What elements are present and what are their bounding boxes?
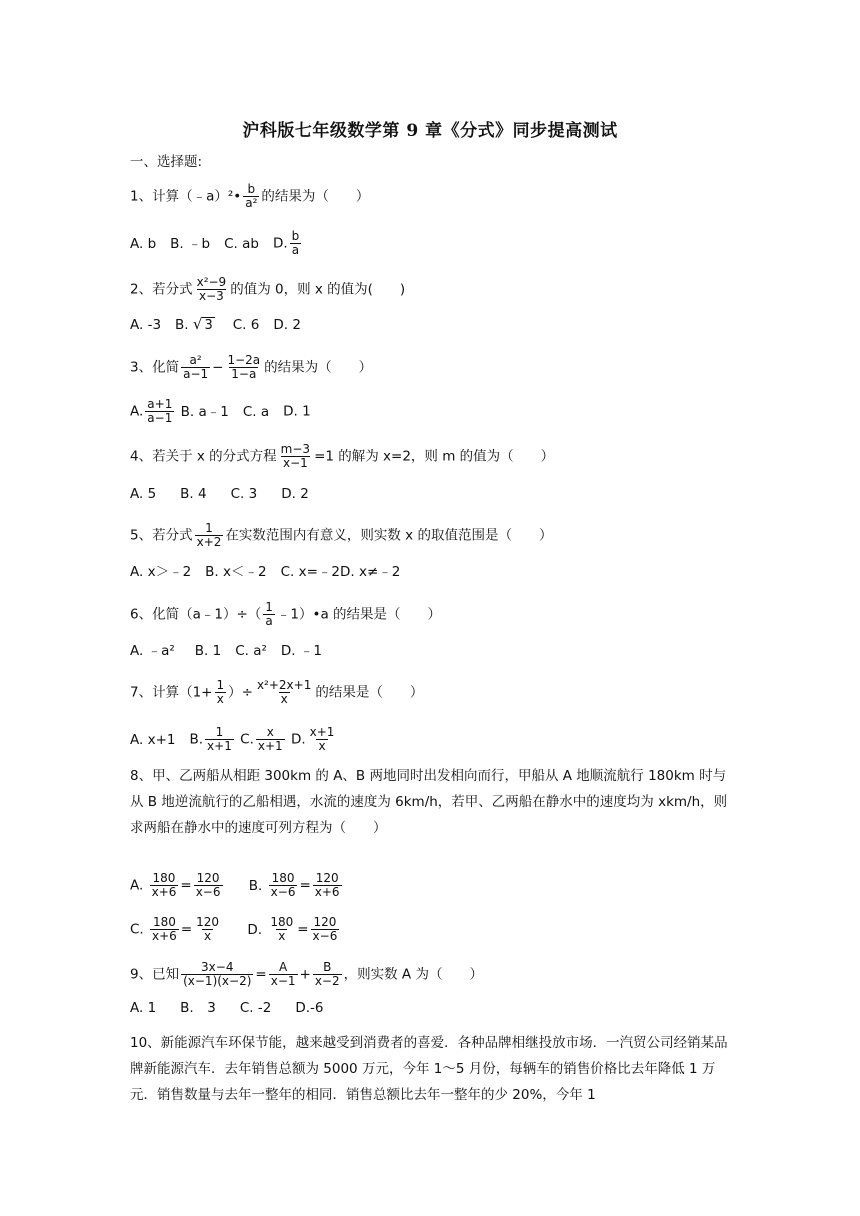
fraction: $\frac{b}{\text{a²}}$: [245, 182, 258, 210]
question-7-options: A. x+1 B. $\frac{1}{x+1}$ C. $\frac{x}{x+1}$ D. $\frac{x+1}{x}$: [130, 725, 335, 753]
question-9: 9、已知 $\frac{3x-4}{(x-1)(x-2)}$ = $\frac{A}{x-1}$ + $\frac{B}{x-2}$ ，则实数 A 为（ ）: [130, 960, 483, 988]
question-8-options-ab: A. $\frac{180}{x+6}$ = $\frac{120}{x-6}$ B. $\frac{180}{x-6}$ = $\frac{120}{x+6}$: [130, 871, 340, 899]
fraction: $\frac{A}{x-1}$: [270, 960, 296, 988]
sqrt-symbol: √ 3: [192, 315, 213, 333]
page-title: 沪科版七年级数学第 9 章《分式》同步提高测试: [242, 121, 618, 141]
fraction: $\frac{\text{x²−9}}{x-3}$: [196, 275, 227, 303]
question-5-options: A. x＞﹣2 B. x＜﹣2 C. x=﹣2D. x≠﹣2: [130, 564, 401, 580]
question-3-options: A. $\frac{a+1}{a-1}$ B. a﹣1 C. a D. 1: [130, 397, 311, 425]
fraction: $\frac{1}{x+2}$: [196, 521, 222, 549]
fraction: $\frac{1}{x}$: [216, 678, 225, 706]
question-5: 5、若分式 $\frac{1}{x+2}$ 在实数范围内有意义，则实数 x 的取值范围是（ ）: [130, 521, 553, 549]
question-8: 8、甲、乙两船从相距 300km 的 A、B 两地同时出发相向而行，甲船从 A 地顺流航行 180km 时与从 B 地逆流航行的乙船相遇，水流的速度为 6km/h，若甲、乙两船在静水中的速度均为 xkm/h，则求两船在静水中的速度可列方程为（ ）: [130, 768, 728, 836]
fraction: $\frac{b}{a}$: [291, 229, 300, 257]
question-7: 7、计算（1+ $\frac{1}{x}$ ）÷ $\frac{\text{x²+2x+1}}{x}$ 的结果是（ ）: [130, 678, 424, 706]
fraction: $\frac{\text{x²+2x+1}}{x}$: [256, 678, 312, 706]
fraction: $\frac{x}{x+1}$: [257, 725, 283, 753]
question-6: 6、化简（a﹣1）÷（ $\frac{1}{a}$ ﹣1）•a 的结果是（ ）: [130, 600, 442, 628]
question-1-options: A. b B. ﹣b C. ab D. $\frac{b}{a}$: [130, 229, 300, 257]
question-2: 2、若分式 $\frac{\text{x²−9}}{x-3}$ 的值为 0，则 x 的值为( ): [130, 275, 406, 303]
fraction: $\frac{x+1}{x}$: [309, 725, 335, 753]
fraction: $\frac{B}{x-2}$: [314, 960, 340, 988]
question-3: 3、化简 $\frac{\text{a²}}{a-1}$ − $\frac{1-2a}{1-a}$ 的结果为（ ）: [130, 353, 373, 381]
fraction: $\frac{m-3}{x-1}$: [280, 442, 311, 470]
question-1: 1、计算（﹣a）²• $\frac{b}{\text{a²}}$ 的结果为（ ）: [130, 182, 370, 210]
question-6-options: A. ﹣a² B. 1 C. a² D. ﹣1: [130, 643, 322, 659]
section-heading: 一、选择题:: [130, 154, 203, 170]
fraction: $\frac{1-2a}{1-a}$: [227, 353, 261, 381]
question-9-options: A. 1 B. 3 C. -2 D.-6: [130, 1000, 324, 1016]
fraction: $\frac{a+1}{a-1}$: [147, 397, 173, 425]
fraction: $\frac{1}{x+1}$: [207, 725, 232, 753]
question-10: 10、新能源汽车环保节能，越来越受到消费者的喜爱．各种品牌相继投放市场．一汽贸公司经销某品牌新能源汽车．去年销售总额为 5000 万元，今年 1～5 月份，每辆车的销售价格比去年降低 1 万元．销售数量与去年一整年的相同．销售总额比去年一整年的少 20%，今年 1: [130, 1035, 728, 1103]
question-4: 4、若关于 x 的分式方程 $\frac{m-3}{x-1}$ =1 的解为 x=2，则 m 的值为（ ）: [130, 442, 555, 470]
question-4-options: A. 5 B. 4 C. 3 D. 2: [130, 486, 309, 502]
fraction: $\frac{3x-4}{(x-1)(x-2)}$: [183, 960, 252, 988]
question-2-options: A. -3 B. √ 3 C. 6 D. 2: [130, 314, 301, 336]
question-8-options-cd: C. $\frac{180}{x+6}$ = $\frac{120}{x}$ D. $\frac{180}{x}$ = $\frac{120}{x-6}$: [130, 915, 338, 943]
fraction: $\frac{1}{a}$: [265, 600, 273, 628]
fraction: $\frac{\text{a²}}{a-1}$: [183, 353, 209, 381]
